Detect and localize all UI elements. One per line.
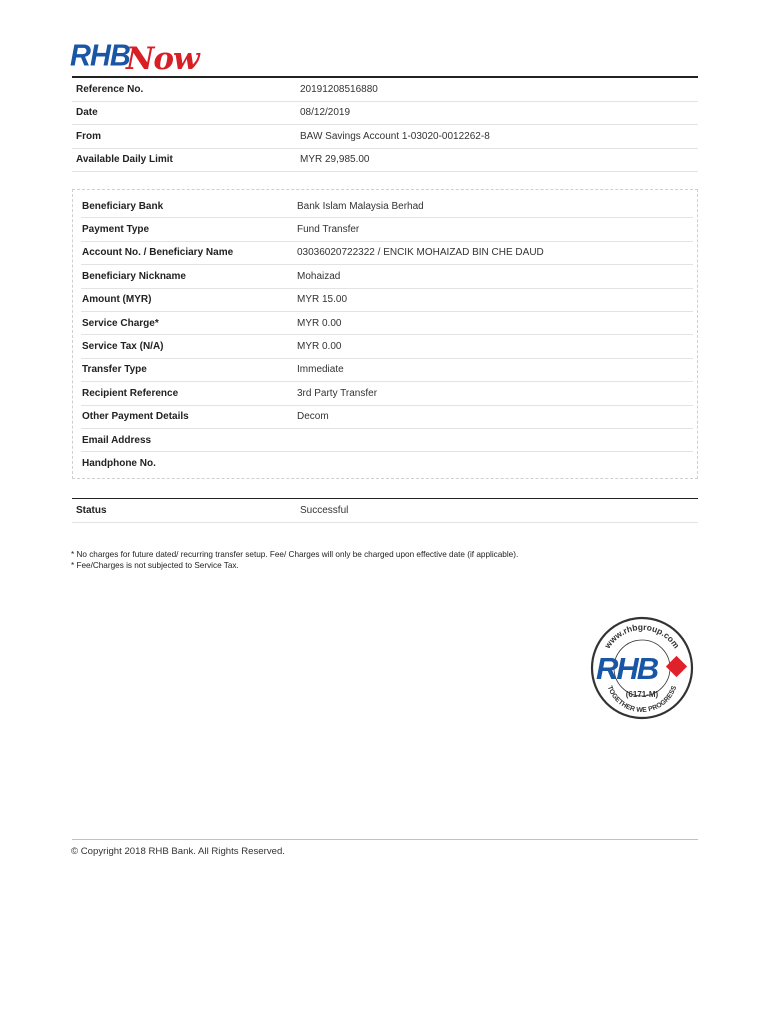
beneficiary-bank-label: Beneficiary Bank xyxy=(81,195,296,218)
date-label: Date xyxy=(72,101,296,125)
payment-type-value: Fund Transfer xyxy=(296,218,693,241)
table-row xyxy=(72,101,698,125)
logo-rhb-text: RHB xyxy=(70,39,130,73)
notes xyxy=(71,549,518,571)
stamp-reg-no: (6171-M) xyxy=(625,690,659,699)
table-row xyxy=(81,241,693,264)
status-value: Successful xyxy=(296,499,698,523)
transaction-info-table xyxy=(72,76,698,172)
service-charge-value: MYR 0.00 xyxy=(296,311,693,334)
reference-no-value: 20191208516880 xyxy=(296,77,698,101)
other-payment-details-value: Decom xyxy=(296,405,693,428)
service-charge-label: Service Charge* xyxy=(81,311,296,334)
logo-now-text: Now xyxy=(126,41,199,77)
account-name-value: 03036020722322 / ENCIK MOHAIZAD BIN CHE DAUD xyxy=(296,241,693,264)
table-row xyxy=(81,428,693,451)
nickname-value: Mohaizad xyxy=(296,265,693,288)
other-payment-details-label: Other Payment Details xyxy=(81,405,296,428)
from-value: BAW Savings Account 1-03020-0012262-8 xyxy=(296,125,698,149)
email-address-value xyxy=(296,428,693,451)
footer-divider xyxy=(72,839,698,840)
service-tax-value: MYR 0.00 xyxy=(296,335,693,358)
payment-type-label: Payment Type xyxy=(81,218,296,241)
amount-label: Amount (MYR) xyxy=(81,288,296,311)
daily-limit-value: MYR 29,985.00 xyxy=(296,148,698,172)
copyright-text: © Copyright 2018 RHB Bank. All Rights Reserved. xyxy=(71,846,285,857)
rhb-now-logo xyxy=(70,38,199,77)
stamp-brand-text: RHB xyxy=(596,651,658,686)
from-label: From xyxy=(72,125,296,149)
service-tax-label: Service Tax (N/A) xyxy=(81,335,296,358)
recipient-reference-value: 3rd Party Transfer xyxy=(296,382,693,405)
beneficiary-bank-value: Bank Islam Malaysia Berhad xyxy=(296,195,693,218)
handphone-label: Handphone No. xyxy=(82,457,156,469)
rhb-company-stamp xyxy=(590,614,694,722)
beneficiary-details-box xyxy=(72,189,698,479)
account-name-label: Account No. / Beneficiary Name xyxy=(81,241,296,264)
table-row xyxy=(72,499,698,523)
note-no-charges: * No charges for future dated/ recurring transfer setup. Fee/ Charges will only be charged upon effective date (if applicable). xyxy=(71,550,519,559)
transfer-type-value: Immediate xyxy=(296,358,693,381)
table-row xyxy=(81,452,693,475)
note-service-tax: * Fee/Charges is not subjected to Service Tax. xyxy=(71,561,239,570)
stamp-bottom-text: TOGETHER WE PROGRESS xyxy=(605,684,679,715)
table-row xyxy=(81,218,693,241)
daily-limit-label: Available Daily Limit xyxy=(72,148,296,172)
table-row xyxy=(81,382,693,405)
table-row xyxy=(72,77,698,101)
table-row xyxy=(72,125,698,149)
reference-no-label: Reference No. xyxy=(72,77,296,101)
amount-value: MYR 15.00 xyxy=(296,288,693,311)
table-row xyxy=(81,195,693,218)
beneficiary-details-table xyxy=(81,195,693,475)
status-label: Status xyxy=(72,499,296,523)
date-value: 08/12/2019 xyxy=(296,101,698,125)
recipient-reference-label: Recipient Reference xyxy=(81,382,296,405)
table-row xyxy=(81,311,693,334)
table-row xyxy=(81,405,693,428)
handphone-value xyxy=(296,452,693,475)
transfer-type-label: Transfer Type xyxy=(81,358,296,381)
nickname-label: Beneficiary Nickname xyxy=(81,265,296,288)
table-row xyxy=(81,335,693,358)
table-row xyxy=(81,358,693,381)
table-row xyxy=(72,148,698,172)
stamp-top-text: www.rhbgroup.com xyxy=(602,621,682,651)
status-table xyxy=(72,498,698,523)
table-row xyxy=(81,288,693,311)
email-address-label: Email Address xyxy=(81,428,296,451)
table-row xyxy=(81,265,693,288)
